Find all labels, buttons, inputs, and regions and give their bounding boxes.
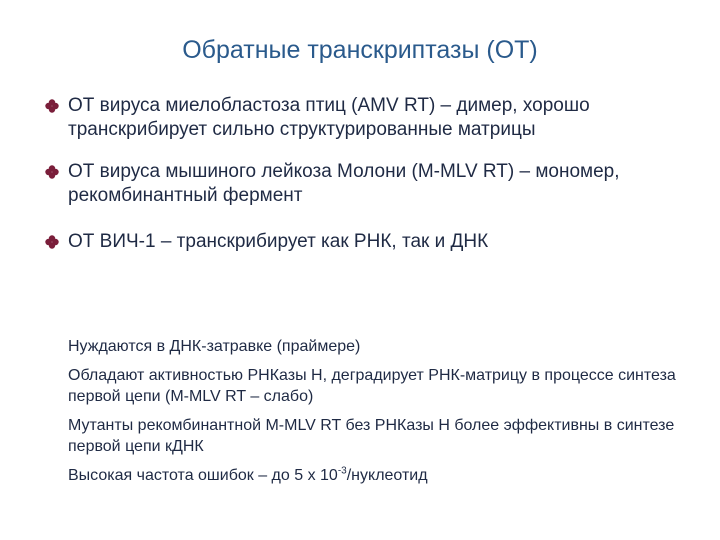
- diamond-bullet-icon: [44, 164, 60, 180]
- bullet-item: [44, 94, 684, 142]
- bullet-text: ОТ вируса миелобластоза птиц (AMV RT) – димер, хорошо транскрибирует сильно структурированные матрицы: [68, 95, 590, 140]
- bullet-list: [44, 94, 684, 254]
- slide-title: Обратные транскриптазы (ОТ): [182, 36, 538, 64]
- error-rate-suffix: /нуклеотид: [346, 467, 428, 484]
- error-rate-exponent: -3: [337, 465, 347, 477]
- diamond-bullet-icon: [44, 98, 60, 114]
- note-error-rate: [68, 465, 688, 486]
- bullet-item: [44, 230, 684, 254]
- bullet-text: ОТ вируса мышиного лейкоза Молони (M-MLV RT) – мономер, рекомбинантный фермент: [68, 161, 620, 206]
- note-rnase-h: Обладают активностью РНКазы Н, деградирует РНК-матрицу в процессе синтеза первой цепи (M-MLV RT – слабо): [68, 367, 676, 405]
- notes-block: [68, 336, 688, 494]
- diamond-bullet-icon: [44, 234, 60, 250]
- note-mutants: Мутанты рекомбинантной M-MLV RT без РНКазы Н более эффективны в синтезе первой цепи кДНК: [68, 417, 675, 455]
- error-rate-prefix: Высокая частота ошибок – до 5 х 10: [68, 467, 338, 484]
- bullet-item: [44, 160, 684, 208]
- note-primer: Нуждаются в ДНК-затравке (праймере): [68, 338, 361, 355]
- bullet-text: ОТ ВИЧ-1 – транскрибирует как РНК, так и ДНК: [68, 231, 489, 252]
